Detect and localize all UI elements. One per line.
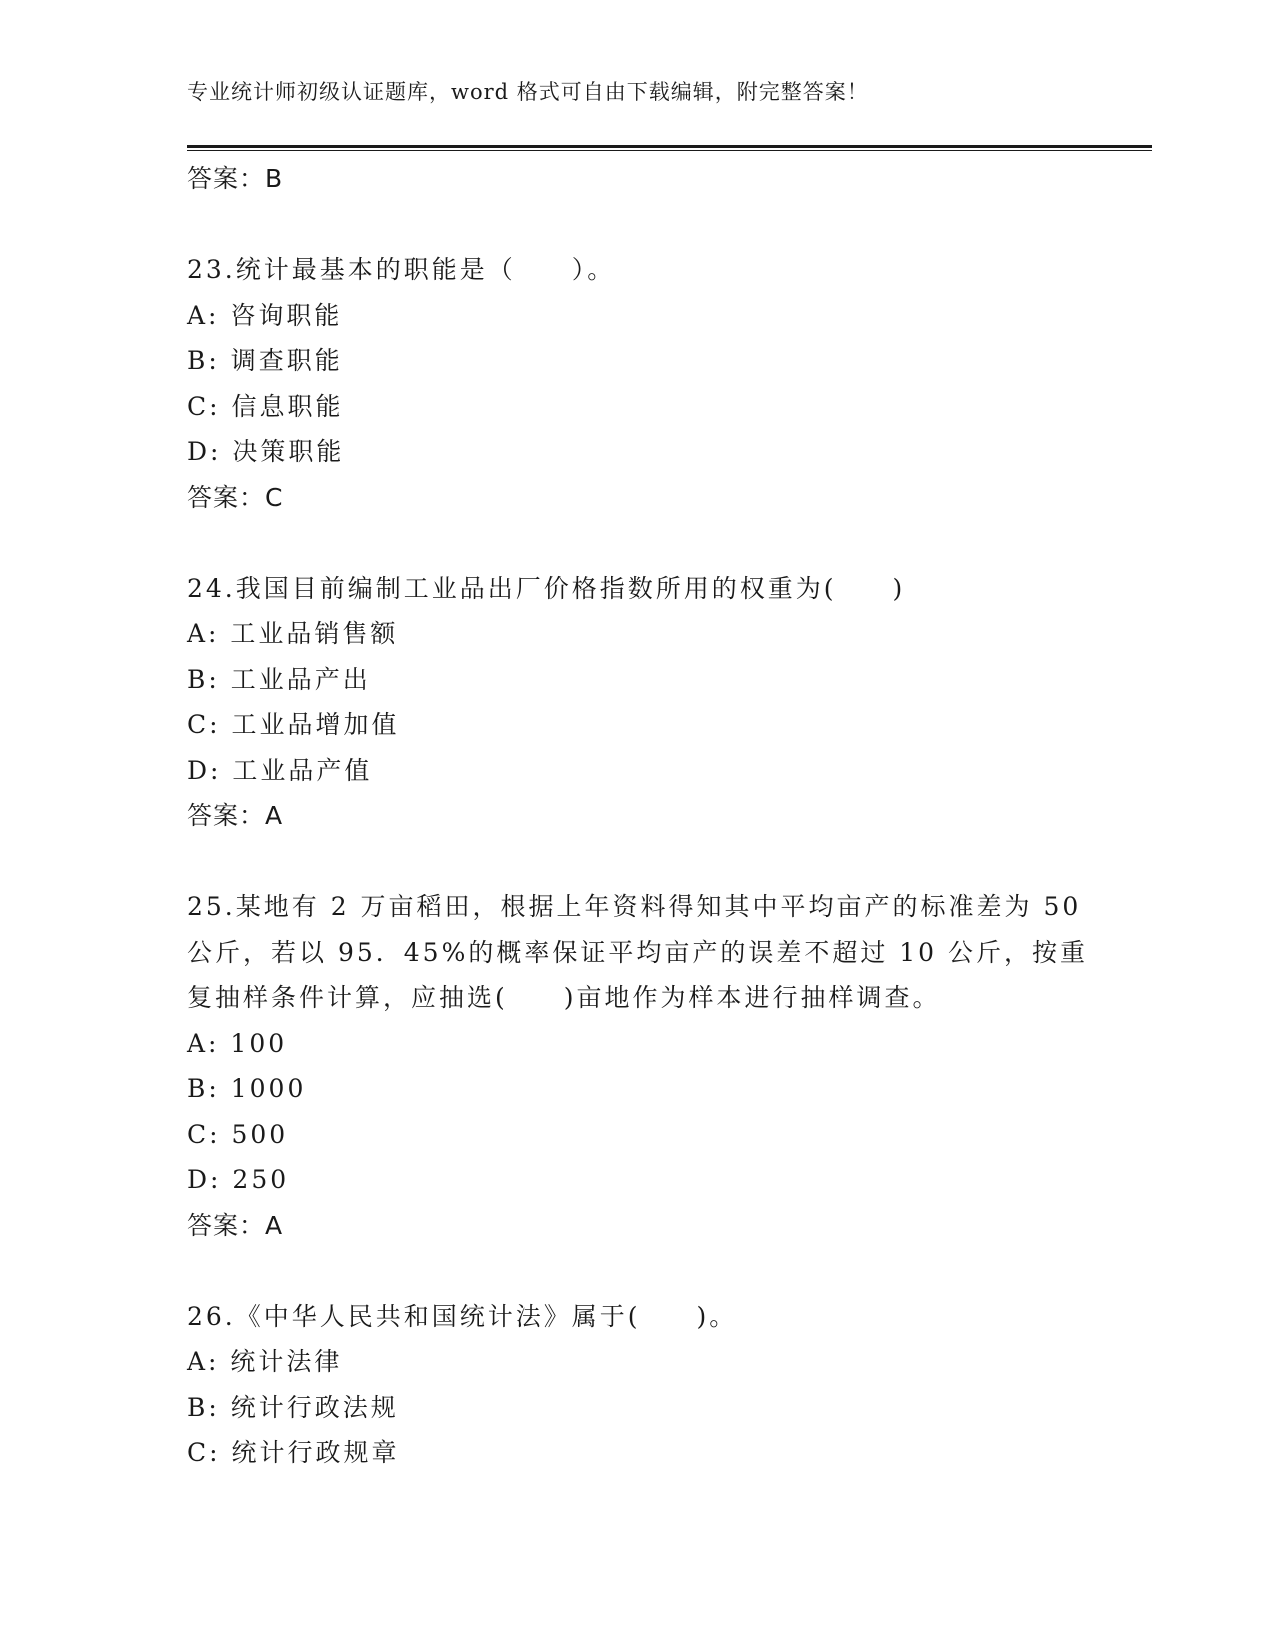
answer-line: 答案：C [187,482,284,512]
spacer [187,839,1087,885]
question-list [187,156,1087,1476]
option-c: C: 统计行政规章 [187,1438,400,1467]
header-rule-thick [187,145,1152,148]
option-d: D: 工业品产值 [187,755,373,785]
answer-line: 答案：B [187,164,284,193]
answer-line: 答案：A [187,1210,284,1240]
question-25 [187,884,1087,1248]
option-c: C: 工业品增加值 [187,710,400,739]
header-rule-thin [187,150,1152,151]
option-a: A: 工业品销售额 [187,619,399,648]
option-b: B: 调查职能 [187,346,343,375]
answer-line: 答案：A [187,801,284,830]
question-23 [187,247,1087,520]
question-stem: 24.我国目前编制工业品出厂价格指数所用的权重为( ) [187,573,906,603]
option-c: C: 信息职能 [187,391,344,421]
option-b: B: 1000 [187,1074,307,1103]
option-c: C: 500 [187,1119,289,1149]
question-stem-line-2: 公斤，若以 95．45%的概率保证平均亩产的误差不超过 10 公斤，按重 [187,937,1089,967]
option-b: B: 工业品产出 [187,664,371,694]
spacer [187,520,1087,566]
question-stem-line-3: 复抽样条件计算，应抽选( )亩地作为样本进行抽样调查。 [187,983,941,1012]
question-stem: 26.《中华人民共和国统计法》属于( )。 [187,1301,738,1331]
option-a: A: 咨询职能 [187,300,343,330]
option-d: D: 决策职能 [187,437,345,466]
question-stem: 23.统计最基本的职能是（ ）。 [187,255,616,284]
option-a: A: 100 [187,1028,288,1058]
spacer [187,202,1087,248]
page-header: 专业统计师初级认证题库，word 格式可自由下载编辑，附完整答案！ [187,80,869,104]
spacer [187,1248,1087,1294]
question-stem-line-1: 25.某地有 2 万亩稻田，根据上年资料得知其中平均亩产的标准差为 50 [187,892,1082,921]
option-a: A: 统计法律 [187,1347,343,1376]
question-24 [187,566,1087,839]
option-b: B: 统计行政法规 [187,1392,399,1422]
question-26 [187,1294,1087,1476]
option-d: D: 250 [187,1165,290,1194]
